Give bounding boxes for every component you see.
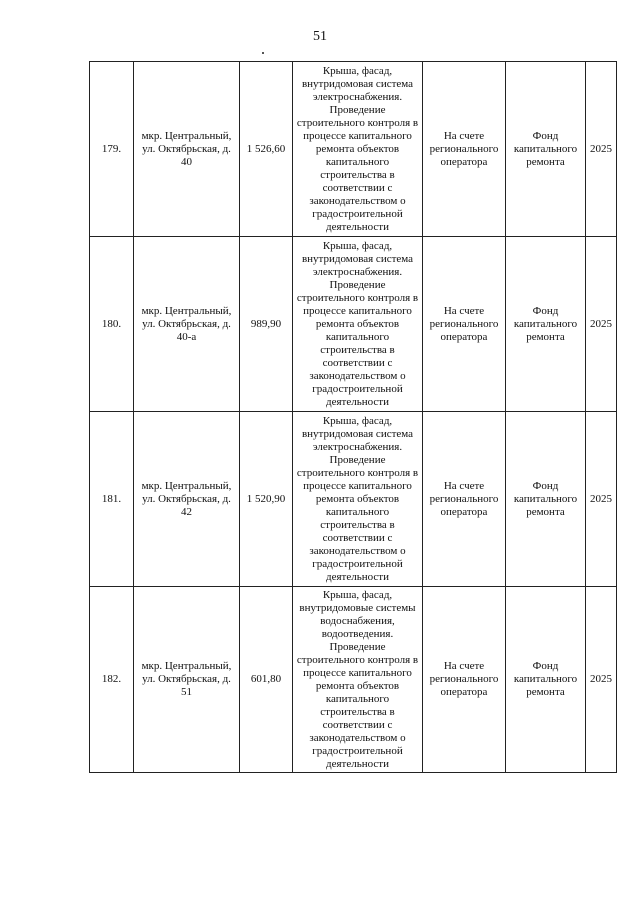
- year-cell: 2025: [586, 412, 617, 587]
- table-row: [90, 237, 617, 412]
- table-row: [90, 62, 617, 237]
- row-number: 182.: [90, 587, 134, 773]
- account-cell: На счете регионального оператора: [423, 62, 506, 237]
- account-cell: На счете регионального оператора: [423, 587, 506, 773]
- year-cell: 2025: [586, 587, 617, 773]
- year-cell: 2025: [586, 237, 617, 412]
- table-row: [90, 587, 617, 773]
- fund-cell: Фонд капитального ремонта: [506, 62, 586, 237]
- works-cell: Крыша, фасад, внутридомовая система электроснабжения. Проведение строительного контроля в процессе капитального ремонта объектов капитального строительства в соответствии с законодательством о градостроительной деятельности: [293, 412, 423, 587]
- row-number: 181.: [90, 412, 134, 587]
- repair-schedule-table: [89, 61, 617, 773]
- fund-cell: Фонд капитального ремонта: [506, 412, 586, 587]
- works-cell: Крыша, фасад, внутридомовая система электроснабжения. Проведение строительного контроля в процессе капитального ремонта объектов капитального строительства в соответствии с законодательством о градостроительной деятельности: [293, 237, 423, 412]
- area-cell: 601,80: [240, 587, 293, 773]
- year-cell: 2025: [586, 62, 617, 237]
- address-cell: мкр. Центральный, ул. Октябрьская, д. 40-а: [134, 237, 240, 412]
- works-cell: Крыша, фасад, внутридомовая система электроснабжения. Проведение строительного контроля в процессе капитального ремонта объектов капитального строительства в соответствии с законодательством о градостроительной деятельности: [293, 62, 423, 237]
- row-number: 179.: [90, 62, 134, 237]
- area-cell: 1 526,60: [240, 62, 293, 237]
- row-number: 180.: [90, 237, 134, 412]
- address-cell: мкр. Центральный, ул. Октябрьская, д. 40: [134, 62, 240, 237]
- page-number: 51: [313, 29, 327, 44]
- area-cell: 989,90: [240, 237, 293, 412]
- fund-cell: Фонд капитального ремонта: [506, 587, 586, 773]
- area-cell: 1 520,90: [240, 412, 293, 587]
- scan-speck: [262, 52, 264, 54]
- address-cell: мкр. Центральный, ул. Октябрьская, д. 42: [134, 412, 240, 587]
- account-cell: На счете регионального оператора: [423, 237, 506, 412]
- fund-cell: Фонд капитального ремонта: [506, 237, 586, 412]
- address-cell: мкр. Центральный, ул. Октябрьская, д. 51: [134, 587, 240, 773]
- account-cell: На счете регионального оператора: [423, 412, 506, 587]
- table-row: [90, 412, 617, 587]
- works-cell: Крыша, фасад, внутридомовые системы водоснабжения, водоотведения. Проведение строительного контроля в процессе капитального ремонта объектов капитального строительства в соответствии с законодательством о градостроительной деятельности: [293, 587, 423, 773]
